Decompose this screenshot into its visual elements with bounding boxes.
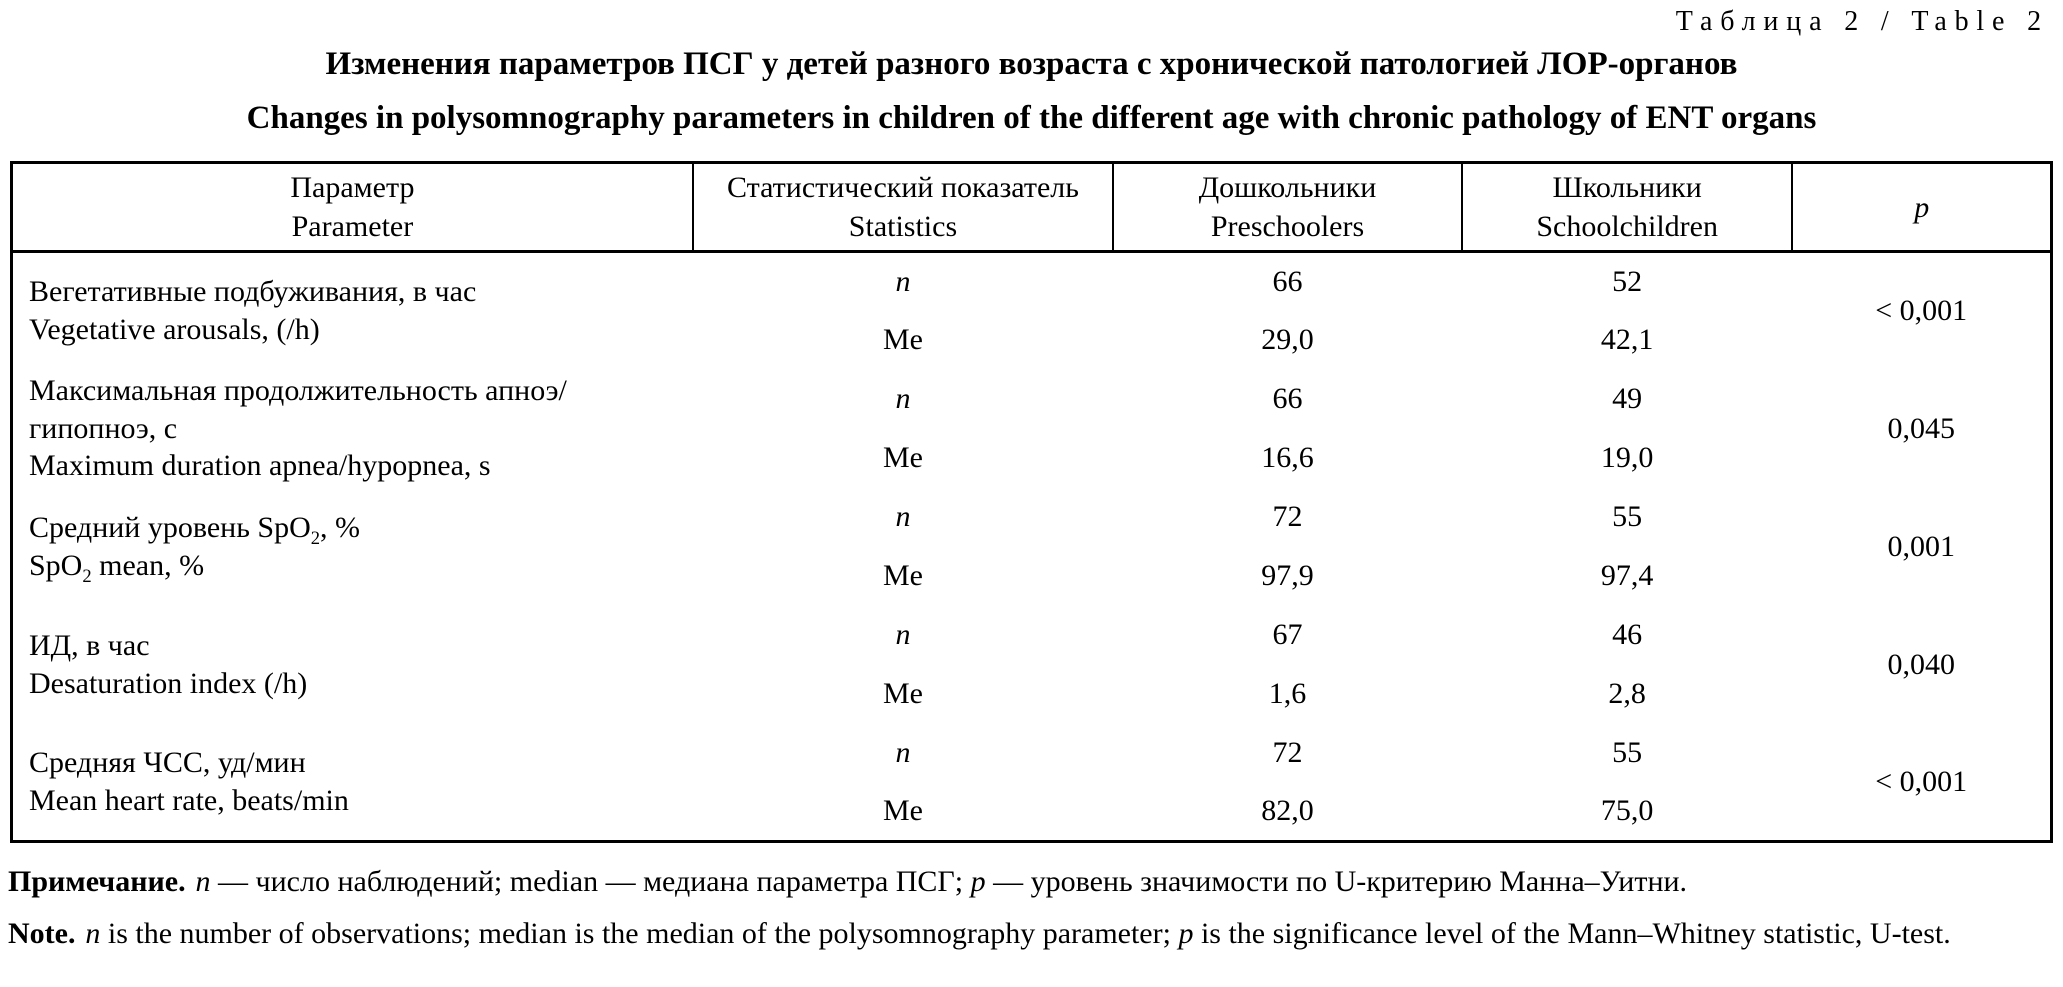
stat-label-me: Me (882, 441, 923, 474)
col-header-parameter-ru: Параметр (290, 171, 415, 204)
value-me-schoolchildren: 2,8 (1608, 677, 1646, 710)
param-ru (29, 509, 683, 547)
footnote-en-label: Note. (8, 917, 76, 951)
value-n-schoolchildren: 52 (1612, 264, 1643, 298)
value-p: < 0,001 (1875, 294, 1968, 328)
param-cell-vegetative-arousals (12, 252, 693, 370)
col-header-schoolchildren (1462, 163, 1792, 252)
col-header-preschoolers (1113, 163, 1462, 252)
value-me-schoolchildren: 19,0 (1600, 441, 1654, 474)
col-header-statistics-ru: Статистический показатель (727, 171, 1079, 204)
param-ru-sub: 2 (310, 527, 321, 549)
row-spo2-mean-n (12, 488, 2052, 547)
footnote-en-n-symbol: n (85, 917, 101, 951)
param-cell-apnea-duration (12, 370, 693, 488)
row-vegetative-arousals-n (12, 252, 2052, 311)
title-russian: Изменения параметров ПСГ у детей разного возраста с хронической патологией ЛОР-органов (325, 46, 1738, 82)
param-en-pre: SpO (29, 548, 83, 582)
value-n-preschoolers: 72 (1272, 736, 1303, 769)
param-cell-spo2-mean (12, 488, 693, 606)
stat-label-n: n (895, 500, 911, 533)
param-ru-pre: Средний уровень SpO (29, 510, 311, 544)
param-en: Maximum duration apnea/hypopnea, s (29, 449, 491, 483)
col-header-schoolchildren-ru: Школьники (1552, 171, 1702, 204)
footnote-ru-label: Примечание. (8, 865, 186, 898)
value-me-preschoolers: 1,6 (1268, 677, 1307, 710)
param-en: Mean heart rate, beats/min (29, 783, 349, 817)
stat-label-me: Me (882, 794, 923, 828)
value-p: 0,040 (1887, 647, 1955, 681)
footnote-russian (8, 863, 2053, 901)
param-en (29, 547, 683, 585)
row-desaturation-index-n (12, 606, 2052, 665)
param-ru: Вегетативные подбуживания, в час (29, 275, 477, 309)
value-n-schoolchildren: 49 (1612, 382, 1643, 415)
param-cell-desaturation-index (12, 606, 693, 724)
value-p: 0,001 (1887, 529, 1955, 563)
title-english: Changes in polysomnography parameters in children of the different age with chronic pathology of ENT organs (246, 100, 1817, 136)
footnote-en-segment-1: is the number of observations; median is the median of the polysomnography parameter; (100, 917, 1179, 951)
footnote-english (8, 915, 2053, 953)
p-symbol: p (1914, 190, 1930, 224)
value-n-preschoolers: 66 (1272, 382, 1303, 415)
stat-label-n: n (895, 618, 911, 651)
table-body (12, 252, 2052, 842)
value-me-preschoolers: 82,0 (1261, 794, 1314, 828)
stat-label-me: Me (882, 559, 923, 592)
footnote-ru-p-symbol: p (970, 865, 986, 898)
table-header (12, 163, 2052, 252)
value-me-schoolchildren: 42,1 (1600, 323, 1654, 356)
value-me-preschoolers: 16,6 (1261, 441, 1314, 474)
col-header-statistics (693, 163, 1113, 252)
value-n-preschoolers: 67 (1272, 618, 1303, 651)
value-n-schoolchildren: 55 (1612, 500, 1643, 533)
value-n-preschoolers: 66 (1272, 264, 1303, 298)
param-ru: ИД, в час (29, 628, 150, 662)
param-ru-post: , % (320, 510, 361, 544)
col-header-schoolchildren-en: Schoolchildren (1536, 210, 1718, 243)
footnote-en-p-symbol: p (1178, 917, 1194, 951)
table-caption: Таблица 2 / Table 2 (1675, 6, 2049, 37)
stat-label-n: n (895, 736, 911, 769)
stat-label-n: n (895, 264, 911, 298)
value-n-schoolchildren: 55 (1612, 736, 1643, 769)
footnote-ru-segment-2: — уровень значимости по U-критерию Манна–Уитни. (985, 865, 1688, 898)
param-en-post: mean, % (91, 548, 205, 582)
header-row (12, 163, 2052, 252)
col-header-p (1792, 163, 2051, 252)
value-p: 0,045 (1887, 411, 1955, 445)
param-en-sub: 2 (82, 565, 92, 587)
param-en: Vegetative arousals, (/h) (29, 313, 320, 347)
value-p: < 0,001 (1875, 764, 1968, 798)
footnote-en-segment-2: is the significance level of the Mann–Whitney statistic, U-test. (1193, 917, 1951, 951)
param-en: Desaturation index (/h) (29, 666, 308, 700)
col-header-parameter-en: Parameter (291, 210, 414, 243)
value-n-schoolchildren: 46 (1612, 618, 1643, 651)
footnote-ru-segment-1: — число наблюдений; median — медиана параметра ПСГ; (210, 865, 971, 898)
value-me-schoolchildren: 97,4 (1600, 559, 1654, 592)
value-me-schoolchildren: 75,0 (1600, 794, 1654, 828)
param-ru: Средняя ЧСС, уд/мин (29, 745, 306, 779)
param-ru-line2: гипопноэ, с (29, 411, 178, 445)
col-header-statistics-en: Statistics (848, 210, 958, 243)
col-header-preschoolers-ru: Дошкольники (1198, 171, 1377, 204)
footnote-ru-n-symbol: n (195, 865, 211, 898)
row-mean-heart-rate-n (12, 724, 2052, 783)
row-apnea-duration-n (12, 370, 2052, 429)
stat-label-me: Me (882, 677, 923, 710)
stat-label-me: Me (882, 323, 923, 356)
stat-label-n: n (895, 382, 911, 415)
value-me-preschoolers: 29,0 (1261, 323, 1314, 356)
param-cell-mean-heart-rate (12, 724, 693, 842)
value-n-preschoolers: 72 (1272, 500, 1303, 533)
value-me-preschoolers: 97,9 (1261, 559, 1314, 592)
col-header-preschoolers-en: Preschoolers (1210, 210, 1365, 243)
param-ru-line1: Максимальная продолжительность апноэ/ (29, 373, 567, 407)
col-header-parameter (12, 163, 693, 252)
psg-parameters-table (10, 161, 2053, 843)
